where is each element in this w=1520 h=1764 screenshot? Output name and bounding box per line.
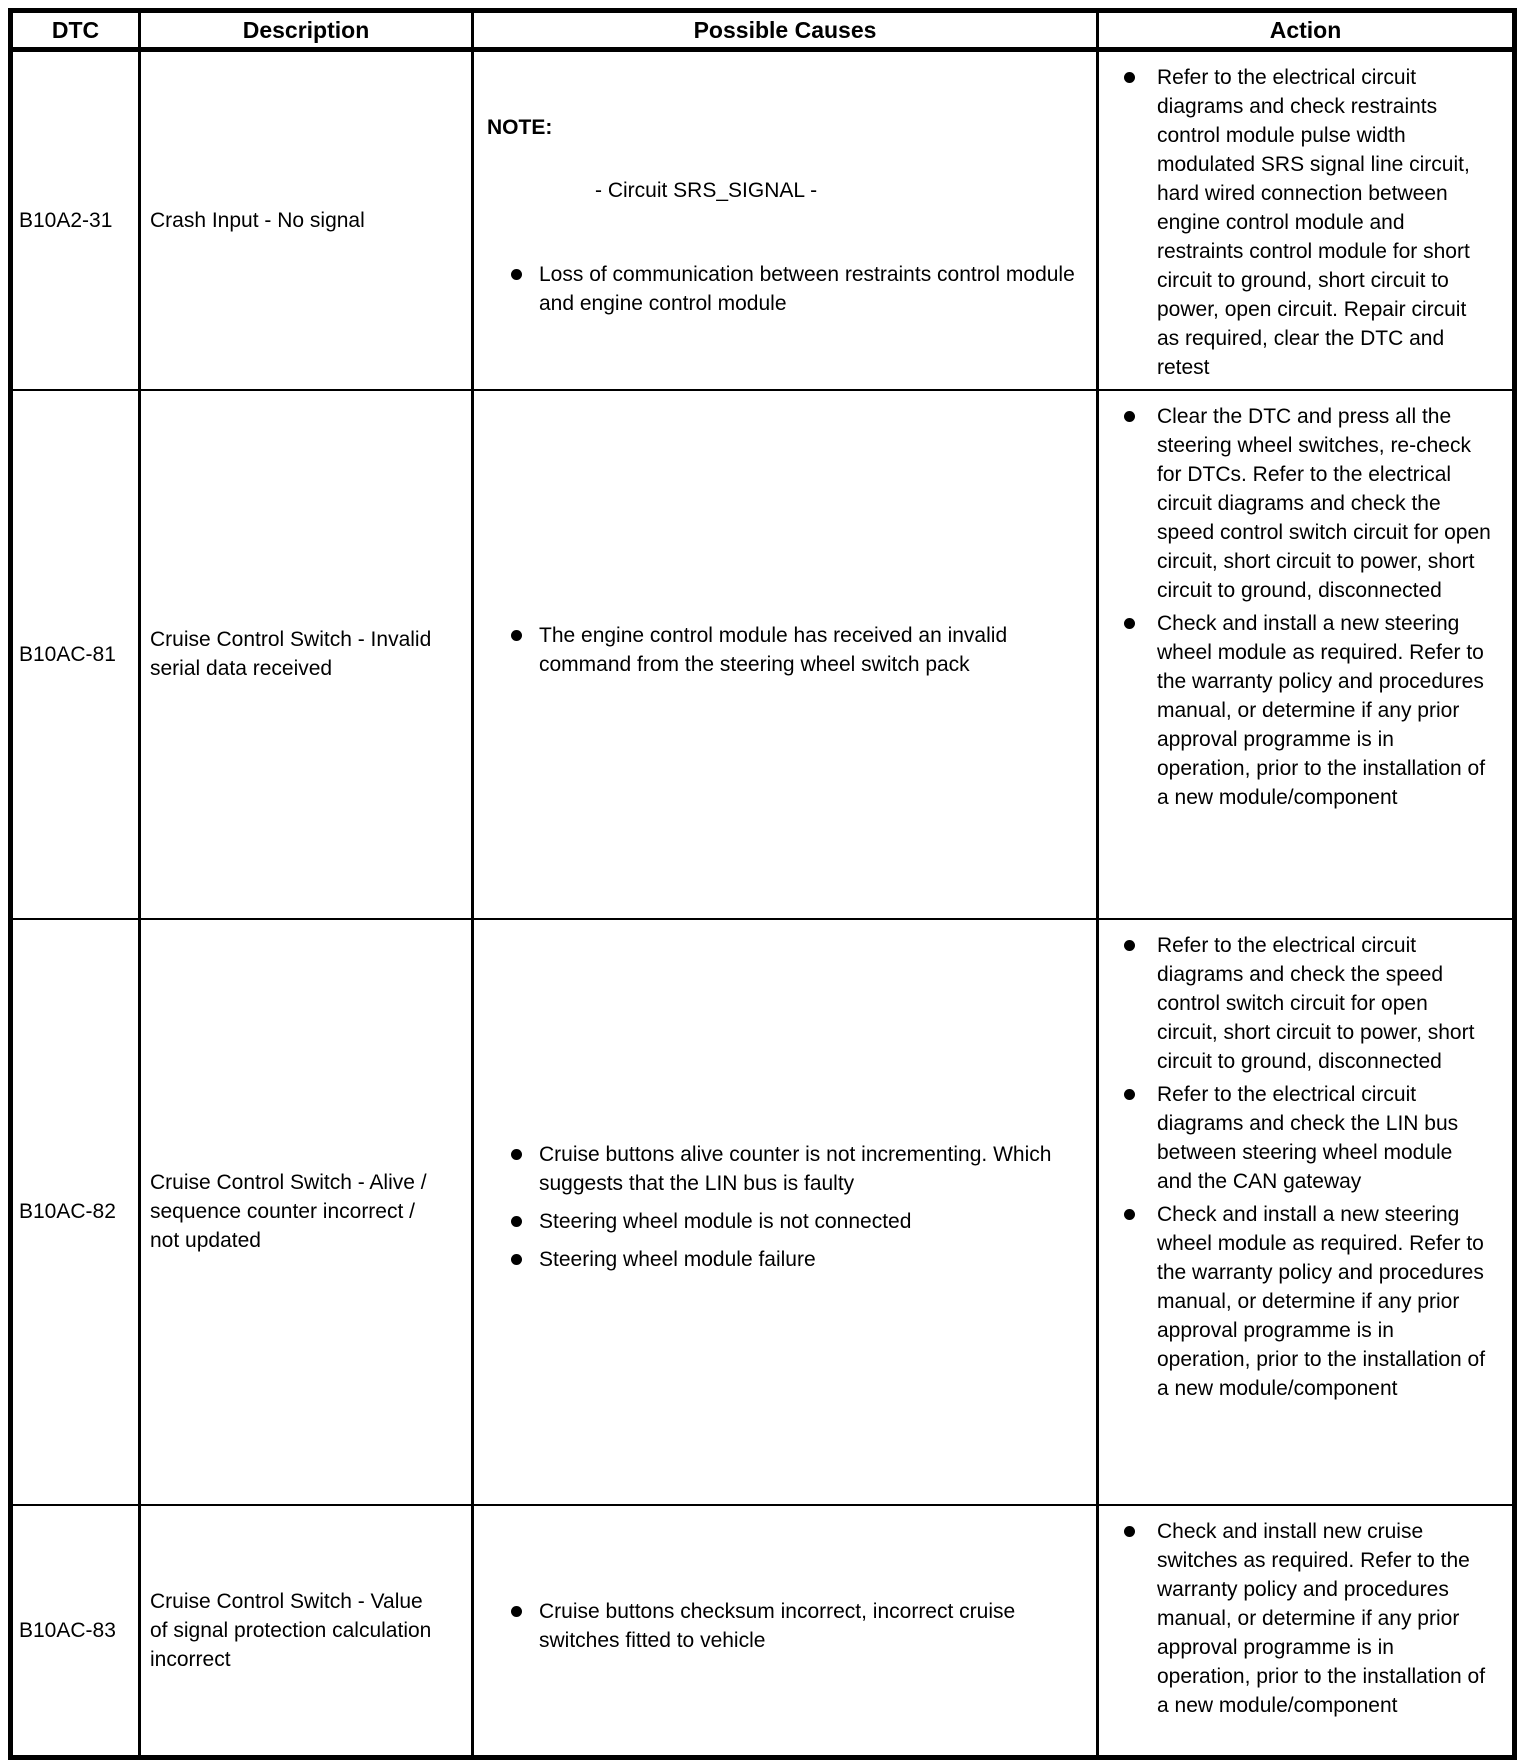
action-text: Check and install a new steering wheel module as required. Refer to the warranty policy and procedures manual, or determine if any prior approval programme is in operation, prior to the installation of a new module/component	[1157, 1202, 1486, 1400]
causes-cell	[473, 50, 1098, 390]
header-action: Action	[1098, 11, 1515, 50]
bullet-icon	[1124, 411, 1135, 422]
causes-list	[487, 1597, 1090, 1655]
table-row-b10ac-81	[11, 390, 1515, 919]
bullet-icon	[511, 630, 522, 641]
action-text: Refer to the electrical circuit diagrams and check the LIN bus between steering wheel module and the CAN gateway	[1157, 1082, 1459, 1193]
list-item	[1124, 609, 1508, 812]
action-cell	[1098, 390, 1515, 919]
header-dtc: DTC	[11, 11, 140, 50]
table-row-b10ac-82	[11, 919, 1515, 1505]
note-circuit-line: - Circuit SRS_SIGNAL -	[595, 179, 818, 203]
dtc-code: B10A2-31	[19, 208, 113, 232]
list-item	[487, 621, 1090, 679]
causes-list	[487, 621, 1090, 679]
header-row	[11, 11, 1515, 50]
bullet-icon	[511, 1149, 522, 1160]
description-text: Crash Input - No signal	[150, 208, 365, 232]
action-cell	[1098, 919, 1515, 1505]
causes-list	[487, 1140, 1090, 1274]
list-item	[1124, 402, 1508, 605]
action-cell	[1098, 1505, 1515, 1758]
dtc-code: B10AC-82	[19, 1200, 116, 1223]
description-cell	[140, 1505, 473, 1758]
description-text: Cruise Control Switch - Alive / sequence counter incorrect / not updated	[150, 1171, 427, 1252]
bullet-icon	[511, 269, 522, 280]
header-description: Description	[140, 11, 473, 50]
list-item	[487, 1245, 1090, 1274]
action-cell	[1098, 50, 1515, 390]
description-text: Cruise Control Switch - Value of signal protection calculation incorrect	[150, 1589, 432, 1671]
list-item	[1124, 1080, 1508, 1196]
bullet-icon	[1124, 1209, 1135, 1220]
causes-list	[487, 260, 1090, 318]
causes-cell	[473, 1505, 1098, 1758]
list-item	[1124, 1200, 1508, 1403]
description-text: Cruise Control Switch - Invalid serial data received	[150, 628, 432, 680]
dtc-code: B10AC-81	[19, 642, 116, 666]
list-item	[487, 260, 1090, 318]
action-list	[1124, 402, 1508, 812]
dtc-cell	[11, 390, 140, 919]
causes-cell	[473, 919, 1098, 1505]
list-item	[487, 1597, 1090, 1655]
action-text: Clear the DTC and press all the steering wheel switches, re-check for DTCs. Refer to the electrical circuit diagrams and check the speed control switch circuit for open circuit, short circuit to power, short circuit to ground, disconnected	[1157, 404, 1491, 602]
cause-text: The engine control module has received an invalid command from the steering wheel switch pack	[539, 623, 1008, 676]
header-possible-causes: Possible Causes	[473, 11, 1098, 50]
cause-text: Cruise buttons alive counter is not incrementing. Which suggests that the LIN bus is faulty	[539, 1143, 1052, 1195]
bullet-icon	[1124, 618, 1135, 629]
note-label: NOTE:	[487, 116, 553, 140]
causes-cell	[473, 390, 1098, 919]
dtc-table	[8, 8, 1517, 1760]
bullet-icon	[511, 1606, 522, 1617]
bullet-icon	[1124, 940, 1135, 951]
dtc-cell	[11, 1505, 140, 1758]
bullet-icon	[511, 1254, 522, 1265]
cause-text: Steering wheel module failure	[539, 1248, 816, 1271]
list-item	[487, 1140, 1090, 1198]
description-cell	[140, 50, 473, 390]
dtc-cell	[11, 50, 140, 390]
bullet-icon	[511, 1216, 522, 1227]
action-text: Refer to the electrical circuit diagrams and check restraints control module pulse width modulated SRS signal line circuit, hard wired connection between engine control module and restraints control module for short circuit to ground, short circuit to power, open circuit. Repair circuit as required, clear the DTC and retest	[1157, 66, 1470, 379]
description-cell	[140, 919, 473, 1505]
list-item	[487, 1207, 1090, 1236]
list-item	[1124, 1517, 1508, 1720]
table-row-b10ac-83	[11, 1505, 1515, 1758]
bullet-icon	[1124, 1526, 1135, 1537]
dtc-cell	[11, 919, 140, 1505]
list-item	[1124, 63, 1508, 382]
description-cell	[140, 390, 473, 919]
cause-text: Loss of communication between restraints control module and engine control module	[539, 263, 1075, 316]
action-list	[1124, 931, 1508, 1403]
list-item	[1124, 931, 1508, 1076]
action-list	[1124, 1517, 1508, 1720]
cause-text: Cruise buttons checksum incorrect, incorrect cruise switches fitted to vehicle	[539, 1599, 1016, 1652]
bullet-icon	[1124, 72, 1135, 83]
action-text: Check and install a new steering wheel module as required. Refer to the warranty policy and procedures manual, or determine if any prior approval programme is in operation, prior to the installation of a new module/component	[1157, 611, 1486, 809]
cause-text: Steering wheel module is not connected	[539, 1210, 912, 1233]
table-row-b10a2-31	[11, 50, 1515, 390]
action-text: Check and install new cruise switches as required. Refer to the warranty policy and procedures manual, or determine if any prior approval programme is in operation, prior to the installation of a new module/component	[1157, 1519, 1486, 1717]
dtc-code: B10AC-83	[19, 1618, 116, 1642]
action-list	[1124, 63, 1508, 382]
action-text: Refer to the electrical circuit diagrams and check the speed control switch circuit for open circuit, short circuit to power, short circuit to ground, disconnected	[1157, 933, 1475, 1073]
bullet-icon	[1124, 1089, 1135, 1100]
